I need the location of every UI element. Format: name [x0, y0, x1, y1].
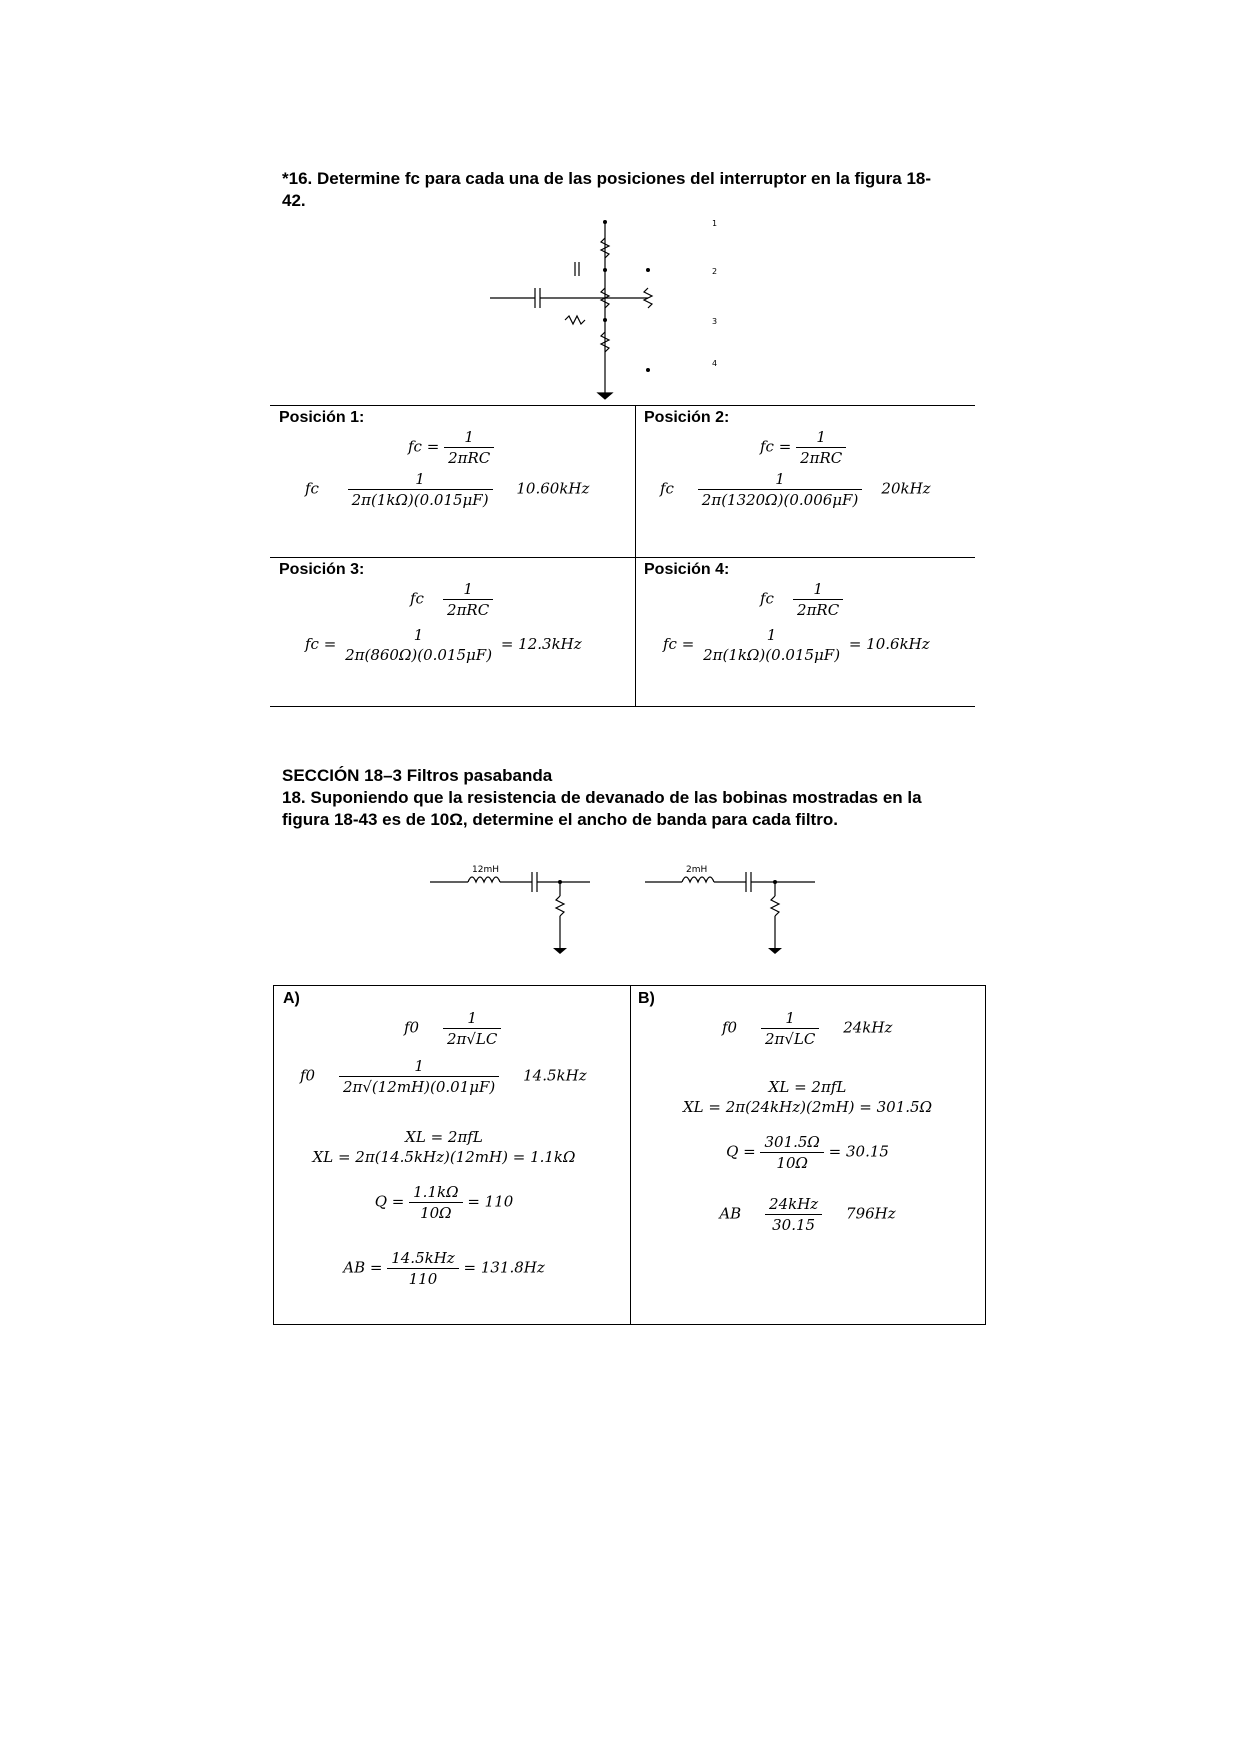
- table-positions: [270, 405, 975, 707]
- filter-a-ab: [274, 1248, 614, 1289]
- filter-a-q-fraction: [409, 1182, 462, 1223]
- position-1-formula: [408, 427, 494, 468]
- filter-a-xl-calc: XL = 2π(14.5kHz)(12mH) = 1.1kΩ: [312, 1148, 576, 1166]
- filter-a-f0-lhs: f0: [404, 1018, 420, 1037]
- position-3-calc-lhs: fc =: [305, 635, 337, 653]
- filter-a-ab-den: 110: [408, 1270, 438, 1288]
- switch-position-1-label: 1: [712, 219, 718, 228]
- position-3-formula-lhs: fc: [410, 589, 424, 608]
- position-1-calc-lhs: fc: [305, 479, 319, 498]
- filter-b-ab-lhs: AB: [719, 1204, 742, 1223]
- figure-18-42-position-labels: [690, 210, 730, 370]
- position-3-calc: [305, 625, 582, 665]
- filter-a-xl-formula: XL = 2πfL: [405, 1128, 483, 1146]
- figure-18-43-circuits: [420, 860, 840, 960]
- filter-a-f0-calc-den: 2π√(12mH)(0.01μF): [342, 1078, 496, 1096]
- position-4-formula: [760, 579, 843, 620]
- position-2-formula-fraction: [796, 427, 846, 468]
- section-18-3: [282, 765, 982, 831]
- position-2-calc-fraction: [698, 469, 863, 510]
- filter-a-f0-num: 1: [443, 1008, 501, 1029]
- filter-a-f0-den: 2π√LC: [446, 1030, 498, 1048]
- filter-b-f0: [722, 1008, 892, 1049]
- position-4-calc-lhs: fc =: [663, 635, 695, 653]
- filter-a-q: [274, 1182, 614, 1223]
- filter-b-f0-num: 1: [761, 1008, 819, 1029]
- position-2-calc-lhs: fc: [660, 479, 674, 498]
- filter-b-q-lhs: Q =: [726, 1142, 756, 1161]
- circuit-a-inductor: [468, 877, 500, 882]
- position-4-calc-den: 2π(1kΩ)(0.015μF): [703, 646, 841, 664]
- filter-b-label: B): [638, 990, 655, 1007]
- resistor-r5: [565, 316, 585, 324]
- filter-a-label: A): [283, 990, 300, 1007]
- switch-contact-4: [646, 268, 650, 272]
- problem-18-line1: 18. Suponiendo que la resistencia de devanado de las bobinas mostradas en la: [282, 788, 922, 807]
- position-2-calc-den: 2π(1320Ω)(0.006μF): [701, 491, 859, 509]
- position-2-calc-result: 20kHz: [881, 479, 931, 498]
- position-2-calc-num: 1: [698, 469, 863, 490]
- position-4-formula-num: 1: [793, 579, 843, 600]
- filter-b-f0-fraction: [761, 1008, 819, 1049]
- switch-contact-2: [603, 268, 607, 272]
- switch-position-3-label: 3: [712, 317, 718, 326]
- position-3-label: Posición 3:: [279, 561, 365, 578]
- position-4-calc-num: 1: [766, 626, 777, 644]
- filter-b-f0-result: 24kHz: [843, 1018, 893, 1037]
- position-1-calc-den: 2π(1kΩ)(0.015μF): [351, 491, 489, 509]
- filter-a-f0-calc-fraction: [339, 1056, 499, 1097]
- position-3-calc-num: 1: [413, 626, 424, 644]
- filter-a-ab-result: = 131.8Hz: [463, 1258, 545, 1277]
- position-2-formula: [760, 427, 846, 468]
- position-2-label: Posición 2:: [644, 409, 730, 426]
- position-4-formula-lhs: fc: [760, 589, 774, 608]
- ground-symbol: [598, 393, 612, 399]
- problem-18-line2: figura 18-43 es de 10Ω, determine el ancho de banda para cada filtro.: [282, 810, 838, 829]
- circuit-a-node: [558, 880, 562, 884]
- filter-b-ab-num: 24kHz: [765, 1194, 822, 1215]
- filter-b-q-num: 301.5Ω: [760, 1132, 823, 1153]
- position-4-label: Posición 4:: [644, 561, 730, 578]
- circuit-a-ground-symbol: [553, 948, 567, 954]
- filter-a-q-lhs: Q =: [374, 1192, 405, 1211]
- filter-b-ab-fraction: [765, 1194, 822, 1235]
- position-1-calc-result: 10.60kHz: [516, 479, 590, 498]
- position-3-calc-result: = 12.3kHz: [500, 635, 582, 653]
- circuit-b-resistor: [771, 896, 779, 916]
- filter-a-f0-calc-result: 14.5kHz: [523, 1066, 587, 1085]
- position-1-formula-den: 2πRC: [448, 449, 491, 467]
- position-3-formula: [410, 579, 493, 620]
- position-3-formula-fraction: [443, 579, 493, 620]
- filter-b-xl-calc: XL = 2π(24kHz)(2mH) = 301.5Ω: [682, 1098, 933, 1116]
- problem-16-title-line1: *16. Determine fc para cada una de las posiciones del interruptor en la figura 18-: [282, 169, 932, 188]
- position-3-calc-fraction: [341, 625, 496, 665]
- filter-b-ab: [630, 1194, 985, 1235]
- switch-position-2-label: 2: [712, 267, 718, 276]
- filter-b-q-result: = 30.15: [828, 1142, 889, 1161]
- filter-a-f0-calc-lhs: f0: [300, 1066, 316, 1085]
- circuit-b-inductor-label: 2mH: [686, 865, 708, 875]
- position-4-formula-den: 2πRC: [797, 601, 840, 619]
- filter-a-q-result: = 110: [467, 1192, 514, 1211]
- circuit-b-node: [773, 880, 777, 884]
- filter-a-ab-fraction: [387, 1248, 458, 1289]
- position-2-formula-lhs: fc =: [760, 437, 792, 456]
- switch-contact-3: [603, 318, 607, 322]
- circuit-a-inductor-label: 12mH: [472, 865, 499, 875]
- position-3-calc-den: 2π(860Ω)(0.015μF): [345, 646, 493, 664]
- filter-a-q-den: 10Ω: [420, 1204, 452, 1222]
- position-1-calc-num: 1: [348, 469, 493, 490]
- position-1-formula-fraction: [444, 427, 494, 468]
- switch-position-4-label: 4: [712, 359, 718, 368]
- problem-16-title: [282, 168, 982, 212]
- position-2-formula-num: 1: [796, 427, 846, 448]
- problem-16-title-line2: 42.: [282, 191, 306, 210]
- position-4-calc-fraction: [699, 625, 844, 665]
- position-1-calc-fraction: [348, 469, 493, 510]
- circuit-b-ground-symbol: [768, 948, 782, 954]
- position-2-calc: [660, 469, 931, 510]
- filter-b-q: [630, 1132, 985, 1173]
- circuit-a-resistor: [556, 896, 564, 916]
- filter-a-q-num: 1.1kΩ: [409, 1182, 462, 1203]
- filter-b-f0-den: 2π√LC: [764, 1030, 816, 1048]
- section-heading: SECCIÓN 18–3 Filtros pasabanda: [282, 766, 553, 785]
- position-3-formula-den: 2πRC: [447, 601, 490, 619]
- position-2-formula-den: 2πRC: [800, 449, 843, 467]
- output-node: [646, 368, 650, 372]
- filter-b-q-fraction: [760, 1132, 823, 1173]
- position-1-label: Posición 1:: [279, 409, 365, 426]
- cell-position-4: [635, 557, 975, 707]
- cell-filter-b: [630, 986, 985, 1324]
- filter-a-f0-calc-num: 1: [339, 1056, 499, 1077]
- cell-filter-a: [274, 986, 630, 1324]
- switch-contact-1: [603, 220, 607, 224]
- filter-b-xl-formula: XL = 2πfL: [768, 1078, 847, 1096]
- position-1-formula-lhs: fc =: [408, 437, 440, 456]
- cell-position-3: [270, 557, 635, 707]
- position-3-formula-num: 1: [443, 579, 493, 600]
- position-1-calc: [305, 469, 589, 510]
- position-4-formula-fraction: [793, 579, 843, 620]
- position-4-calc-result: = 10.6kHz: [848, 635, 930, 653]
- filter-a-f0-calc: [300, 1056, 587, 1097]
- filter-a-f0-fraction: [443, 1008, 501, 1049]
- filter-a-ab-lhs: AB =: [343, 1258, 383, 1277]
- filter-a-ab-num: 14.5kHz: [387, 1248, 458, 1269]
- position-1-formula-num: 1: [444, 427, 494, 448]
- filter-b-q-den: 10Ω: [776, 1154, 808, 1172]
- filter-a-f0-formula: [404, 1008, 501, 1049]
- filter-b-ab-result: 796Hz: [846, 1204, 896, 1223]
- cell-position-1: [270, 405, 635, 557]
- filter-b-ab-den: 30.15: [772, 1216, 816, 1234]
- position-4-calc: [663, 625, 930, 665]
- cell-position-2: [635, 405, 975, 557]
- table-bandwidth: [273, 985, 986, 1325]
- filter-b-f0-lhs: f0: [722, 1018, 738, 1037]
- circuit-b-inductor: [682, 877, 714, 882]
